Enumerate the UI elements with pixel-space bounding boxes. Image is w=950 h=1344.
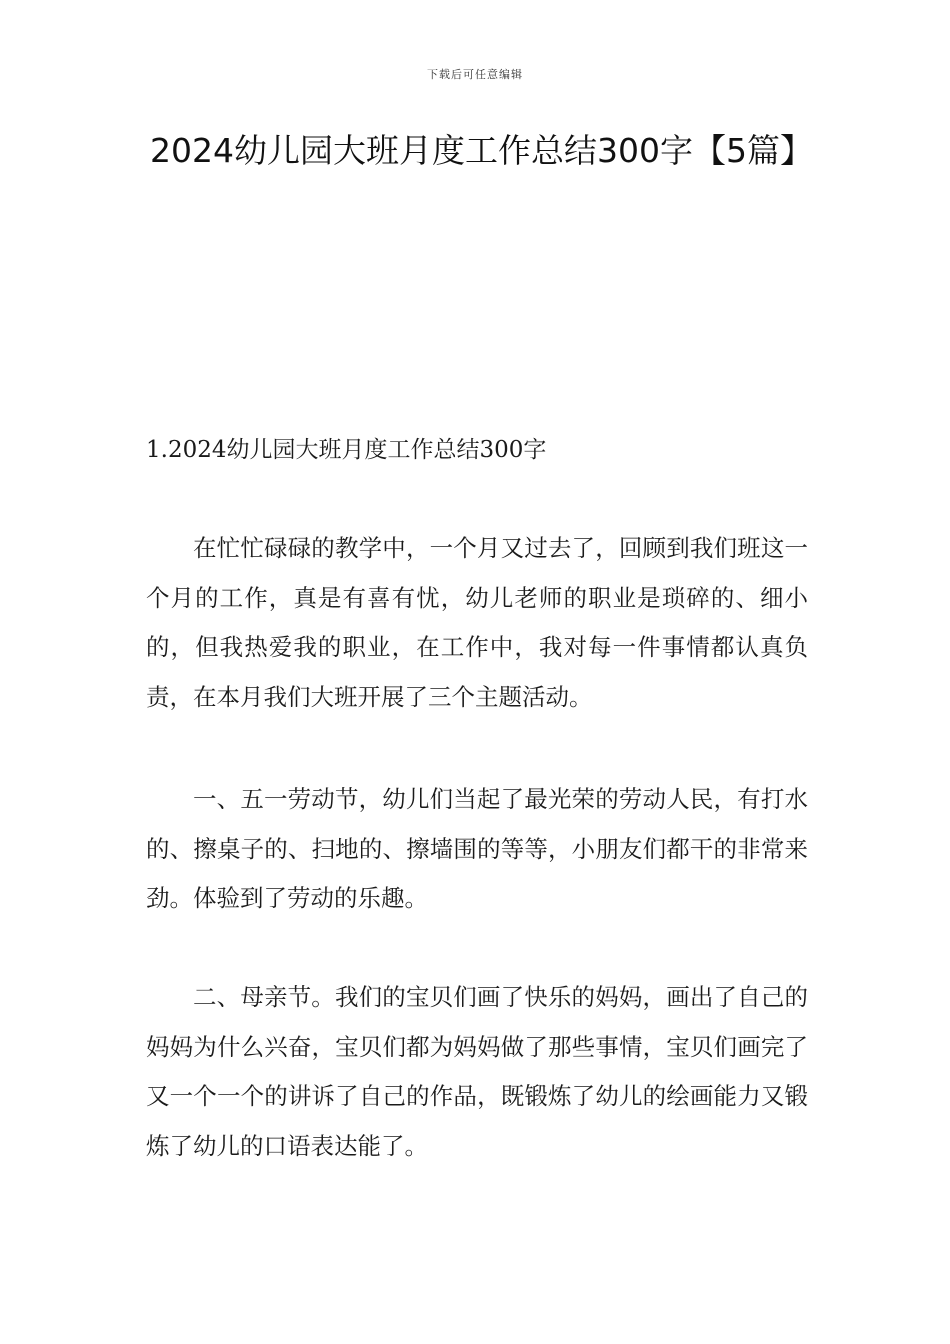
document-title: 2024幼儿园大班月度工作总结300字【5篇】	[150, 131, 813, 170]
body-paragraph-mothers-day: 二、母亲节。我们的宝贝们画了快乐的妈妈，画出了自己的妈妈为什么兴奋，宝贝们都为妈妈做了那些事情，宝贝们画完了又一个一个的讲诉了自己的作品，既锻炼了幼儿的绘画能力又锻炼了幼儿的口语表达能了。	[146, 983, 808, 1160]
body-paragraph-labor-day: 一、五一劳动节，幼儿们当起了最光荣的劳动人民，有打水的、擦桌子的、扫地的、擦墙围的等等，小朋友们都干的非常来劲。体验到了劳动的乐趣。	[146, 785, 808, 912]
body-paragraph-intro: 在忙忙碌碌的教学中，一个月又过去了，回顾到我们班这一个月的工作，真是有喜有忧，幼儿老师的职业是琐碎的、细小的，但我热爱我的职业，在工作中，我对每一件事情都认真负责，在本月我们大班开展了三个主题活动。	[146, 534, 808, 711]
section-heading: 1.2024幼儿园大班月度工作总结300字	[146, 437, 547, 463]
header-note: 下载后可任意编辑	[427, 68, 523, 81]
